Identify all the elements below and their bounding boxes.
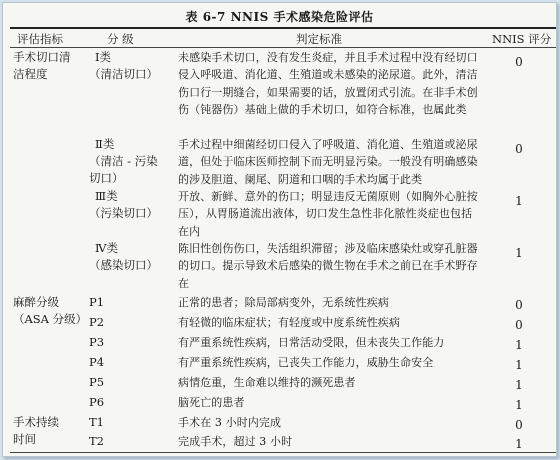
- grade-cell: Ⅲ类 （污染切口）: [89, 189, 158, 220]
- grade-cell: P3: [89, 335, 105, 349]
- score-cell: 1: [515, 246, 523, 260]
- score-cell: 1: [515, 358, 523, 372]
- header-indicator: 评估指标: [17, 32, 63, 46]
- criteria-cell: 陈旧性创伤伤口，失活组织滞留；涉及临床感染灶或穿孔脏器的切口。提示导致术后感染的微生物在手术之前已在手术野存在: [178, 242, 478, 290]
- grade-cell: T1: [89, 415, 104, 429]
- score-cell: 0: [515, 298, 523, 312]
- group-asa-label: 麻醉分级 （ASA 分级）: [13, 295, 88, 326]
- criteria-cell: 手术过程中细菌经切口侵入了呼吸道、消化道、生殖道或泌尿道，但处于临床医师控制下而无明显污染。一般没有明确感染的涉及胆道、阑尾、阴道和口咽的手术均属于此类: [178, 138, 478, 186]
- criteria-cell: 病情危重，生命难以维持的濒死患者: [178, 376, 356, 389]
- score-cell: 0: [515, 55, 523, 69]
- criteria-cell: 有严重系统性疾病，日常活动受限，但未丧失工作能力: [178, 336, 445, 349]
- score-cell: 1: [515, 398, 523, 412]
- header-criteria: 判定标准: [296, 32, 342, 46]
- top-rule: [10, 27, 556, 29]
- grade-cell: P4: [89, 355, 105, 369]
- score-cell: 1: [515, 338, 523, 352]
- criteria-cell: 有严重系统性疾病，已丧失工作能力，威胁生命安全: [178, 356, 434, 369]
- bottom-rule: [10, 452, 556, 453]
- criteria-cell: 正常的患者；除局部病变外，无系统性疾病: [178, 296, 389, 309]
- grade-cell: T2: [89, 434, 104, 448]
- grade-cell: P1: [89, 295, 105, 309]
- score-cell: 0: [515, 142, 523, 156]
- criteria-cell: 脑死亡的患者: [178, 396, 245, 409]
- group-wound-label: 手术切口清 洁程度: [13, 50, 71, 81]
- score-cell: 1: [515, 194, 523, 208]
- grade-cell: Ⅱ类 （清洁 - 污染切口）: [89, 137, 158, 185]
- grade-cell: P2: [89, 315, 105, 329]
- score-cell: 0: [515, 418, 523, 432]
- grade-cell: P5: [89, 375, 105, 389]
- header-rule: [10, 47, 556, 48]
- document-page: [2, 2, 557, 457]
- score-cell: 1: [515, 378, 523, 392]
- group-time-label: 手术持续 时间: [13, 415, 59, 446]
- header-grade: 分 级: [107, 32, 134, 46]
- table-title: 表 6-7 NNIS 手术感染危险评估: [185, 10, 374, 24]
- criteria-cell: 手术在 3 小时内完成: [178, 416, 282, 429]
- grade-cell: Ⅳ类 （感染切口）: [89, 241, 158, 272]
- score-cell: 0: [515, 318, 523, 332]
- score-cell: 1: [515, 437, 523, 451]
- criteria-cell: 完成手术，超过 3 小时: [178, 435, 293, 448]
- criteria-cell: 有轻微的临床症状；有轻度或中度系统性疾病: [178, 316, 400, 329]
- header-score: NNIS 评分: [492, 32, 552, 46]
- criteria-cell: 开放、新鲜、意外的伤口；明显违反无菌原则（如胸外心脏按压），从胃肠道流出液体，切口发生急性非化脓性炎症也包括在内: [178, 190, 478, 238]
- criteria-cell: 未感染手术切口，没有发生炎症，并且手术过程中没有经切口侵入呼吸道、消化道、生殖道或未感染的泌尿道。此外，清洁伤口行一期缝合，如果需要的话，放置闭式引流。在非手术创伤（钝器伤）基础上做的手术切口，如符合标准，也属此类: [178, 51, 478, 116]
- grade-cell: P6: [89, 395, 105, 409]
- grade-cell: Ⅰ类 （清洁切口）: [89, 50, 158, 81]
